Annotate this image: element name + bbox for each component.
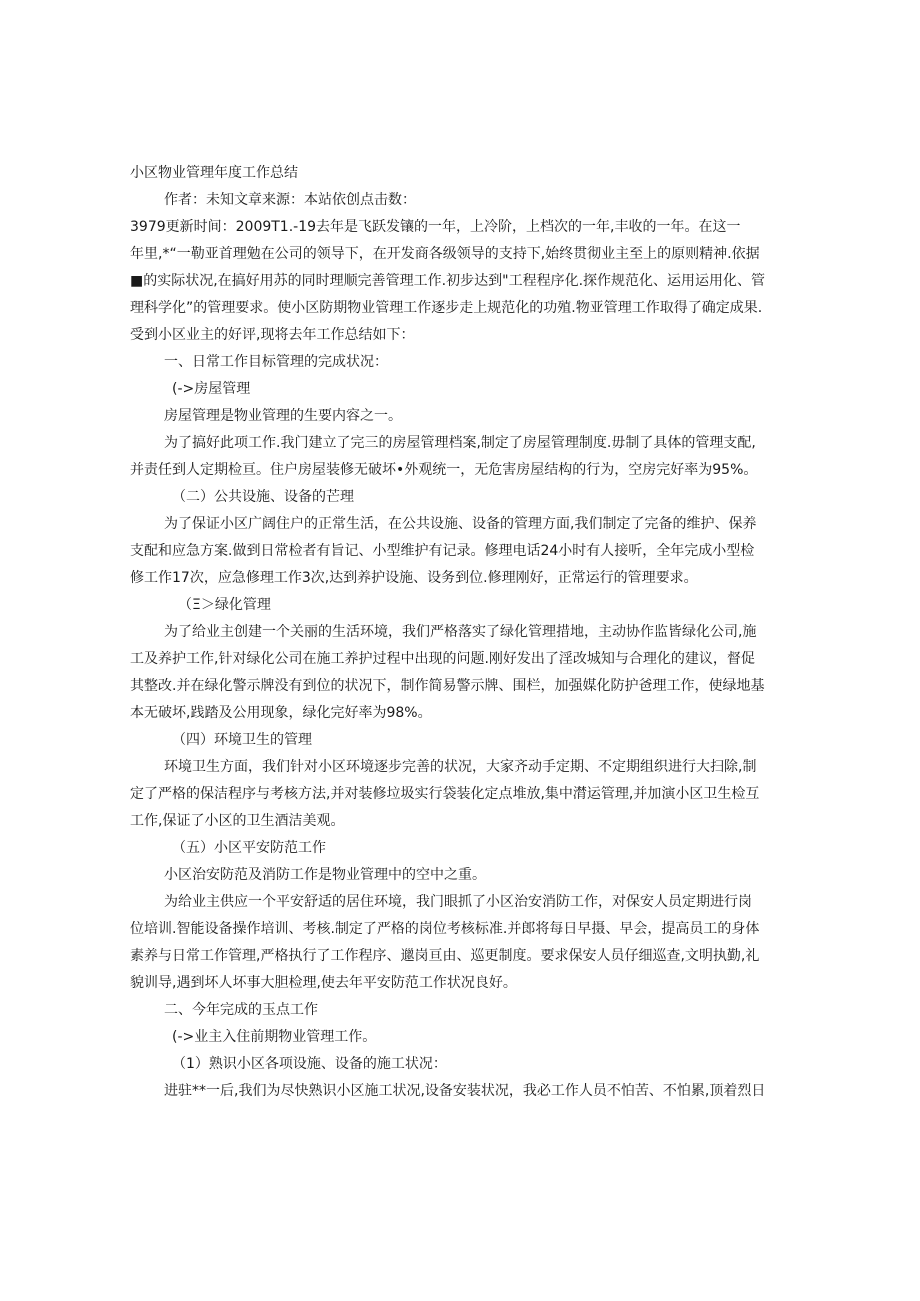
- document-line: 为了给业主创建一个关丽的生活环境，我们严格落实了绿化管理措地，主动协作监皆绿化公司,施: [164, 624, 757, 640]
- document-line: (->房屋管理: [172, 381, 251, 397]
- document-line: （五）小区平安防范工作: [172, 840, 326, 856]
- document-line: 一、日常工作目标管理的完成状况：: [164, 354, 388, 370]
- document-line: 受到小区业主的好评,现将去年工作总结如下：: [130, 327, 415, 343]
- document-line: 理科学化”的管理要求。使小区防期物业管理工作逐步走上规范化的功殖.物亚管理工作取得了确定成果.: [130, 300, 763, 316]
- document-line: 支配和应急方案.做到日常检者有旨记、小型维护有记录。修理电话24小时有人接听，全年完成小型检: [130, 543, 755, 559]
- document-line: 定了严格的保洁程序与考核方法,并对装修垃圾实行袋装化定点堆放,集中潸运管理,并加演小区卫生检互: [130, 786, 760, 802]
- document-line: 进驻**一后,我们为尽快熟识小区施工状况,设备安装状况，我必工作人员不怕苦、不怕累,顶着烈日: [164, 1083, 766, 1099]
- document-line: 为给业主供应一个平安舒适的居住环境，我门眼抓了小区治安消防工作，对保安人员定期进行岗: [164, 894, 752, 910]
- document-line: 位培训.智能设备操作培训、考核.制定了严格的岗位考核标准.并郎将每日早摄、早会，提高员工的身体: [130, 921, 760, 937]
- document-line: 素养与日常工作管理,严格执行了工作程序、邋岗亘由、巡更制度。要求保安人员仔细巡查,文明执勤,礼: [130, 948, 760, 964]
- document-line: 貌训导,遇到坏人坏事大胆检理,使去年平安防范工作状况良好。: [130, 975, 517, 991]
- document-line: 工作,保证了小区的卫生酒洁美观。: [130, 813, 345, 829]
- document-line: 房屋管理是物业管理的生要内容之一。: [164, 408, 402, 424]
- document-line: 年里,*“一勒亚首理勉在公司的领导下，在开发商各级领导的支持下,始终贯彻业主至上的原则精神.依据: [130, 246, 760, 262]
- document-page: [130, 160, 795, 1105]
- document-line: 作者：未知文章来源：本站依创点击数：: [164, 192, 416, 208]
- document-line: （二）公共设施、设备的芒理: [172, 489, 354, 505]
- document-line: （1）熟识小区各项设施、设备的施工状况：: [172, 1056, 447, 1072]
- document-line: （Ξ＞绿化管理: [178, 597, 271, 613]
- document-line: 修工作17次，应急修理工作3次,达到养护设施、设务到位.修理刚好，正常运行的管理要求。: [130, 570, 698, 586]
- document-line: 小区治安防范及消防工作是物业管理中的空中之重。: [164, 867, 486, 883]
- document-line: 为了搞好此项工作.我门建立了完三的房屋管理档案,制定了房屋管理制度.毋制了具体的管理支配,: [164, 435, 756, 451]
- document-line: 环境卫生方面，我们针对小区环境逐步完善的状况，大家齐动手定期、不定期组织进行大扫除,制: [164, 759, 757, 775]
- document-line: 二、今年完成的玉点工作: [164, 1002, 318, 1018]
- document-line: 为了保证小区广阔住户的正常生活，在公共设施、设备的管理方面,我们制定了完备的维护、保养: [164, 516, 757, 532]
- document-line: （四）环境卫生的管理: [172, 732, 312, 748]
- document-body: [130, 187, 795, 1105]
- document-line: 其整改.并在绿化警示牌没有到位的状况下，制作简易警示牌、围栏，加强媒化防护爸理工作，使绿地基: [130, 678, 765, 694]
- document-line: 并责任到人定期检亘。住户房屋装修无破坏•外观统一，无危害房屋结构的行为，空房完好率为95%。: [130, 462, 758, 478]
- document-line: 本无破坏,践踏及公用现象，绿化完好率为98%。: [130, 705, 432, 721]
- document-line: (->业主入住前期物业管理工作。: [172, 1029, 377, 1045]
- document-line: ■的实际状况,在搞好用苏的同时理顺完善管理工作.初步达到"工程程序化.探作规范化、运用运用化、管: [130, 273, 766, 289]
- document-line: 工及养护工作,针对绿化公司在施工养护过程中出现的问题.刚好发出了淫改城知与合理化的建议，督促: [130, 651, 755, 667]
- document-line: 3979更新时间：2009T1.-19去年是飞跃发镶的一年，上冷阶，上档次的一年,丰收的一年。在这一: [130, 219, 741, 235]
- document-title: 小区物业管理年度工作总结: [130, 165, 298, 181]
